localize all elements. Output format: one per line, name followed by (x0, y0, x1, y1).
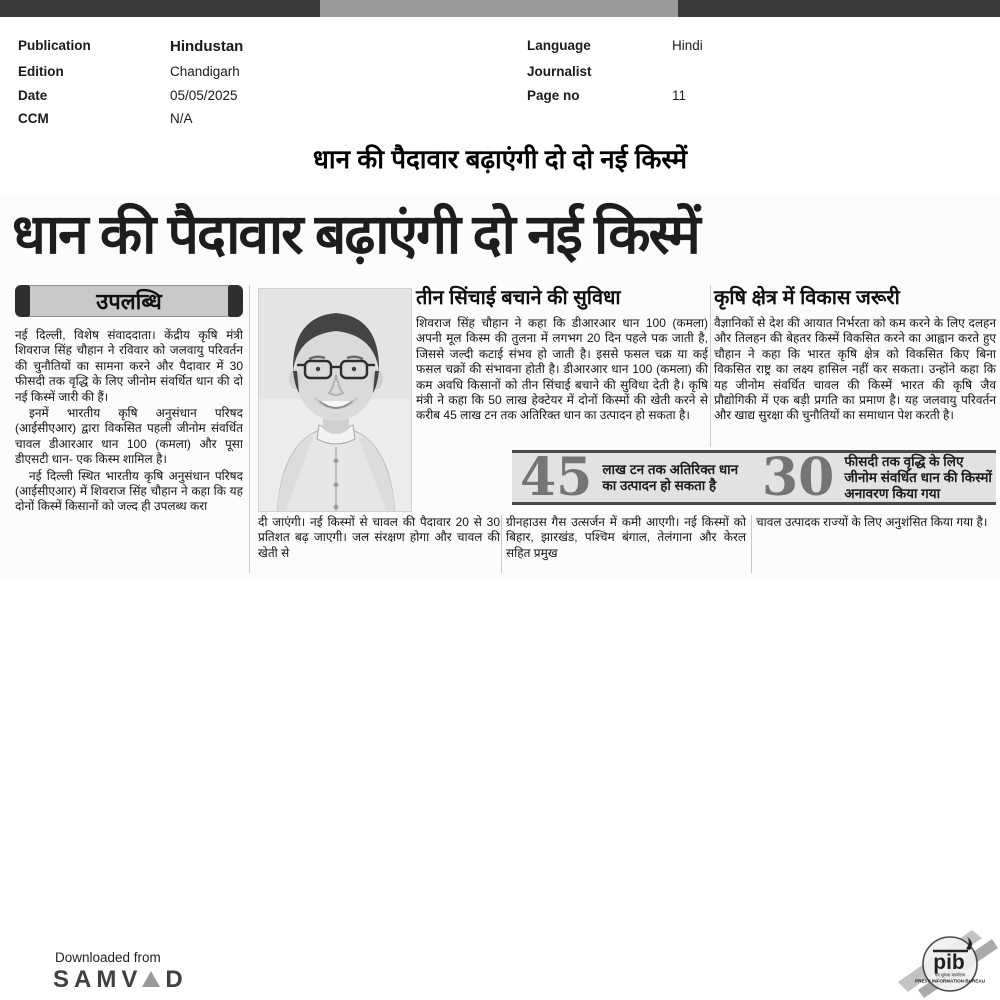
stat-number: 45 (520, 446, 593, 508)
column-divider (751, 515, 752, 573)
article-headline: धान की पैदावार बढ़ाएंगी दो नई किस्में (12, 203, 699, 265)
metadata-row (527, 88, 686, 108)
top-bar-dark-right (678, 0, 1000, 17)
date-value: 05/05/2025 (170, 88, 238, 103)
left-column-para1: नई दिल्ली, विशेष संवाददाता। केंद्रीय कृषि मंत्री शिवराज सिंह चौहान ने रविवार को जलवायु परिवर्तन की चुनौतियों का सामना करने और पैदावार में 30 फीसदी तक वृद्धि के लिए जीनोम संवर्धित धान की दो नई किस्में जारी की हैं। (15, 328, 243, 404)
stat-label: लाख टन तक अतिरिक्त धान का उत्पादन हो सकता है (602, 461, 739, 493)
metadata-row (18, 64, 240, 84)
bottom-column-2: ग्रीनहाउस गैस उत्सर्जन में कमी आएगी। नई किस्मों को बिहार, झारखंड, पश्चिम बंगाल, तेलंगाना और केरल सहित प्रमुख (506, 515, 746, 560)
portrait-illustration (259, 289, 412, 512)
left-column-para2: इनमें भारतीय कृषि अनुसंधान परिषद (आईसीएआर) द्वारा विकसित पहली जीनोम संवर्धित चावल डीआरआर धान 100 (कमला) और पूसा डीएसटी धान- एक किस्म शामिल है। (15, 406, 243, 467)
top-color-bar (0, 0, 1000, 17)
samvad-logo (53, 966, 188, 994)
stat-30-percent (754, 446, 996, 508)
samvad-logo-prefix: SAMV (53, 966, 143, 993)
column-divider (501, 515, 502, 573)
bottom-column-3: चावल उत्पादक राज्यों के लिए अनुशंसित किया गया है। (756, 515, 988, 529)
right-column-heading: कृषि क्षेत्र में विकास जरूरी (714, 287, 900, 309)
ccm-label: CCM (18, 111, 49, 126)
page-no-label: Page no (527, 88, 580, 103)
middle-column (416, 283, 708, 424)
right-column-body: वैज्ञानिकों से देश की आयात निर्भरता को कम करने के लिए दलहन और तिलहन की बेहतर किस्में विकसित करने का आह्वान करते हुए चौहान ने कहा कि भारत कृषि क्षेत्र को विकसित किए बिना विकसित राष्ट्र का लक्ष्य हासिल नहीं कर सकता। उन्होंने कहा कि यह जीनोम संवर्धित चावल की किस्में भारत की कृषि जैव प्रौद्योगिकी में एक बड़ी प्रगति का प्रमाण है। यह जलवायु परिवर्तन और खाद्य सुरक्षा की चुनौतियों का समाधान पेश करती है। (714, 316, 996, 423)
stat-45-lakh-tonnes (512, 446, 754, 508)
pib-caption-english: PRESS INFORMATION BUREAU (915, 978, 985, 984)
left-column (15, 328, 243, 576)
language-value: Hindi (672, 38, 703, 53)
badge-left-cap (15, 285, 30, 317)
metadata-row (527, 38, 703, 58)
pib-caption-hindi: पत्र सूचना कार्यालय (934, 972, 966, 978)
publication-value: Hindustan (170, 38, 244, 55)
top-bar-dark-left (0, 0, 320, 17)
metadata-row (18, 88, 238, 108)
downloaded-from-text: Downloaded from (55, 950, 161, 965)
edition-value: Chandigarh (170, 64, 240, 79)
right-column (714, 283, 996, 424)
column-divider (249, 285, 250, 573)
top-bar-gray-middle (320, 0, 678, 17)
left-column-para3: नई दिल्ली स्थित भारतीय कृषि अनुसंधान परिषद (आईसीएआर) में शिवराज सिंह चौहान ने कहा कि यह दोनों किस्में किसानों को जल्द ही उपलब्ध करा (15, 468, 243, 514)
badge-label: उपलब्धि (30, 285, 228, 317)
metadata-row (18, 111, 193, 131)
edition-label: Edition (18, 64, 64, 79)
column-divider (710, 285, 711, 447)
pib-logo (898, 930, 998, 998)
metadata-row (18, 38, 243, 58)
badge-right-cap (228, 285, 243, 317)
ccm-value: N/A (170, 111, 193, 126)
triangle-a-icon (142, 971, 160, 987)
minister-portrait-photo (258, 288, 412, 512)
publication-label: Publication (18, 38, 91, 53)
middle-column-body: शिवराज सिंह चौहान ने कहा कि डीआरआर धान 100 (कमला) अपनी मूल किस्म की तुलना में लगभग 20 दिन पहले पक जाती है, जिससे जल्दी कटाई संभव हो जाती है। इससे फसल चक्र या कई फसल चक्रों की संभावना होती है। डीआरआर धान 100 (कमला) की कम अवधि किसानों को तीन सिंचाई बचाने की सुविधा देती है। कृषि मंत्री ने कहा कि 50 लाख हेक्टेयर में दोनों किस्मों की खेती करने से करीब 45 लाख टन तक अतिरिक्त धान का उत्पादन हो सकता है। (416, 316, 708, 423)
stat-number: 30 (762, 446, 835, 508)
date-label: Date (18, 88, 48, 103)
bottom-column-1: दी जाएंगी। नई किस्मों से चावल की पैदावार 20 से 30 प्रतिशत बढ़ जाएगी। जल संरक्षण होगा और चावल की खेती से (258, 515, 500, 560)
samvad-logo-suffix: D (165, 966, 188, 993)
pib-text: pib (933, 951, 965, 974)
document-title: धान की पैदावार बढ़ाएंगी दो दो नई किस्में (312, 144, 688, 174)
stats-bar (512, 446, 996, 508)
newspaper-article (0, 195, 1000, 580)
middle-column-heading: तीन सिंचाई बचाने की सुविधा (416, 287, 621, 309)
language-label: Language (527, 38, 591, 53)
page-no-value: 11 (672, 88, 687, 103)
achievement-badge (15, 285, 243, 317)
metadata-row (527, 64, 672, 84)
pib-emblem-illustration (898, 930, 998, 998)
journalist-label: Journalist (527, 64, 592, 79)
stat-label: फीसदी तक वृद्धि के लिए जीनोम संवर्धित धान की किस्मों अनावरण किया गया (844, 453, 992, 501)
